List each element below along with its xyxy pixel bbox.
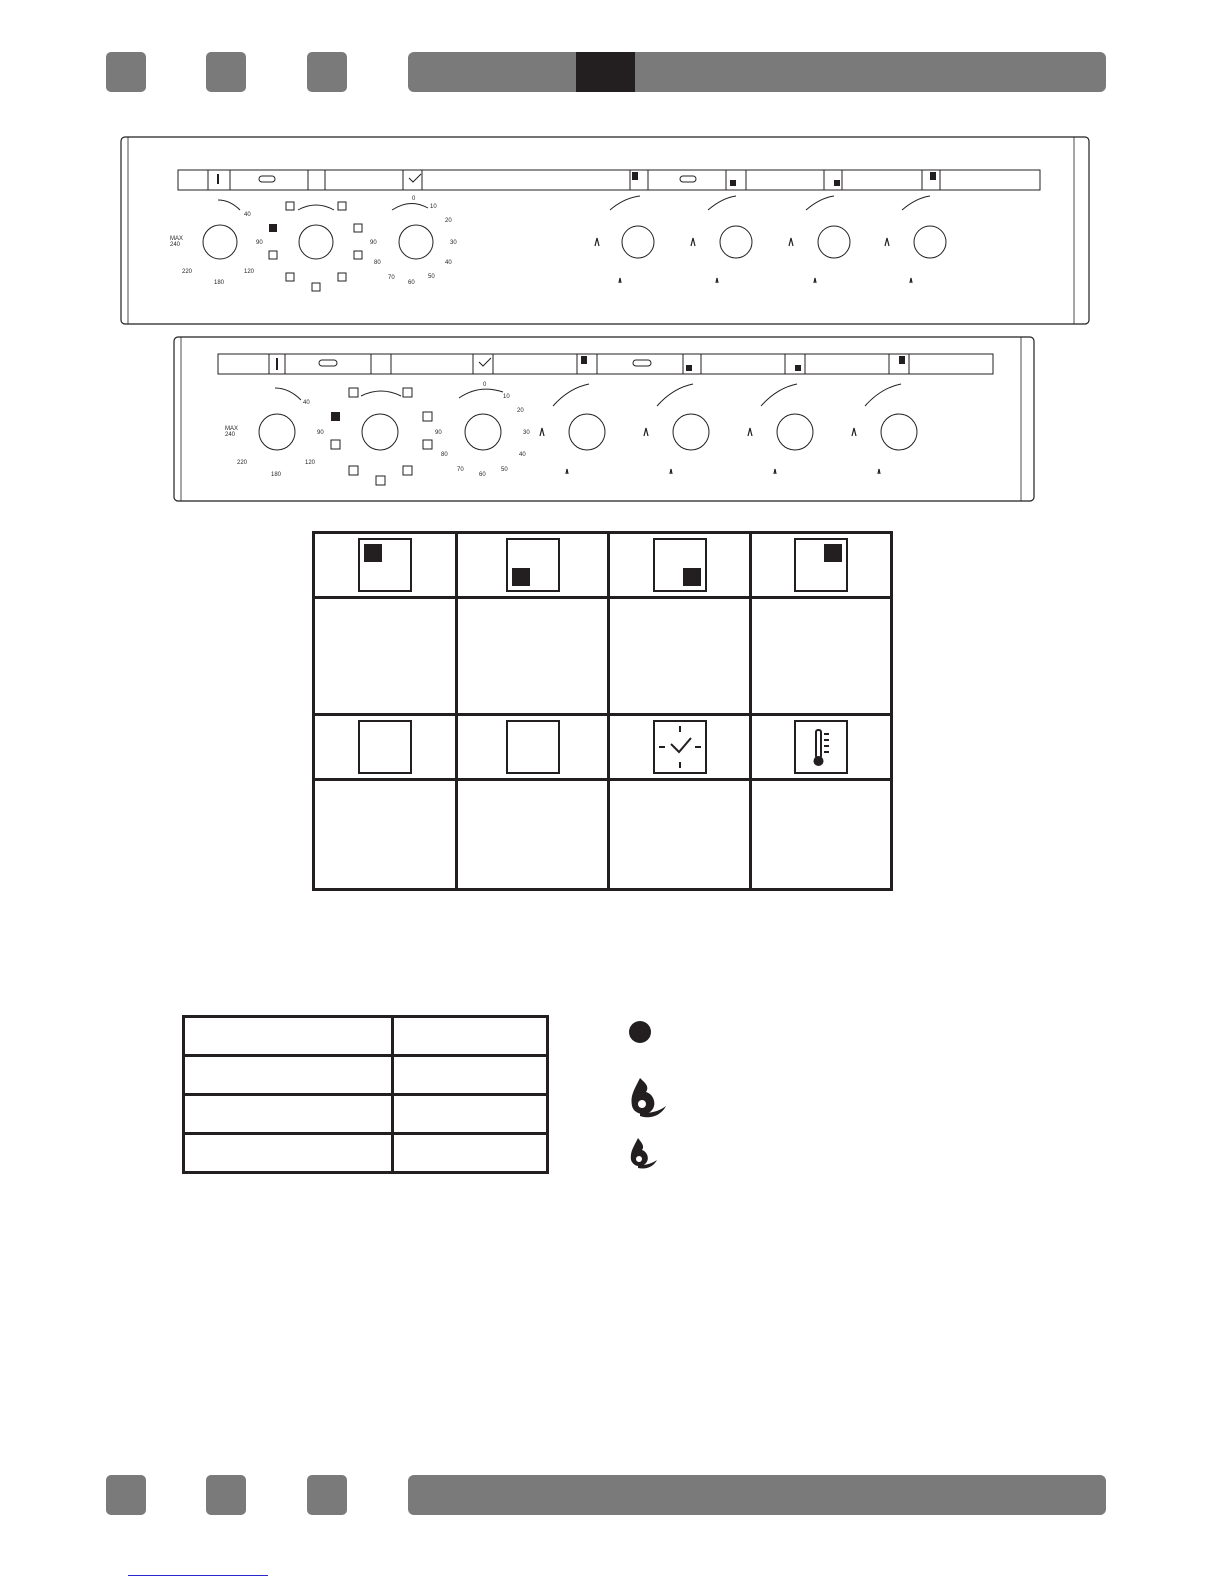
- footer-square-1: [106, 1475, 146, 1515]
- panel-a-thermo-40: 40: [244, 212, 251, 218]
- panel-b-thermo-220: 220: [237, 460, 248, 466]
- thermometer-icon: [794, 720, 848, 774]
- symbol-desc-5: [314, 780, 457, 890]
- symbol-cell-6: [457, 715, 609, 780]
- header-page-marker: [576, 52, 635, 92]
- panel-a-thermo-180: 180: [214, 280, 225, 286]
- footer-square-3: [307, 1475, 347, 1515]
- panel-b-timer-50: 50: [501, 467, 508, 473]
- footer-link-underline[interactable]: [128, 1575, 268, 1576]
- burner-front-left-icon: [506, 538, 560, 592]
- panel-a-timer-70: 70: [388, 275, 395, 281]
- burner-table-cell: [184, 1134, 393, 1173]
- panel-b-timer-30: 30: [523, 430, 530, 436]
- burner-table-cell: [184, 1017, 393, 1056]
- panel-b-thermo-90: 90: [317, 430, 324, 436]
- burner-table-cell: [393, 1017, 548, 1056]
- symbol-cell-3: [609, 533, 751, 598]
- symbol-cell-7: [609, 715, 751, 780]
- symbol-desc-3: [609, 598, 751, 715]
- panel-a-thermo-220: 220: [182, 269, 193, 275]
- control-panel-a: [120, 136, 1092, 326]
- panel-b-timer-90: 90: [435, 430, 442, 436]
- panel-a-timer-0: 0: [412, 196, 416, 202]
- panel-a-timer-80: 80: [374, 260, 381, 266]
- header-bar: [408, 52, 1106, 92]
- burner-rear-right-icon: [794, 538, 848, 592]
- footer-bar: [408, 1475, 1106, 1515]
- panel-b-thermo-40: 40: [303, 400, 310, 406]
- panel-a-timer-60: 60: [408, 280, 415, 286]
- blank-icon: [358, 720, 412, 774]
- header-square-2: [206, 52, 246, 92]
- symbol-cell-8: [751, 715, 892, 780]
- header-square-3: [307, 52, 347, 92]
- burner-table-cell: [393, 1056, 548, 1095]
- panel-a-timer-90: 90: [370, 240, 377, 246]
- min-flame-icon: [628, 1136, 662, 1177]
- timer-clock-icon: [653, 720, 707, 774]
- control-panel-b: [173, 336, 1037, 504]
- panel-b-thermo-max: MAX: [225, 426, 239, 432]
- panel-a-timer-30: 30: [450, 240, 457, 246]
- symbol-cell-2: [457, 533, 609, 598]
- burner-table-cell: [393, 1134, 548, 1173]
- panel-b-timer-80: 80: [441, 452, 448, 458]
- panel-a-timer-10: 10: [430, 204, 437, 210]
- panel-b-timer-0: 0: [483, 382, 487, 388]
- symbol-desc-7: [609, 780, 751, 890]
- panel-b-timer-60: 60: [479, 472, 486, 478]
- off-dot-icon: [628, 1020, 652, 1049]
- burner-rear-left-icon: [358, 538, 412, 592]
- symbol-desc-1: [314, 598, 457, 715]
- symbols-table: [312, 531, 893, 891]
- burner-table-cell: [393, 1095, 548, 1134]
- panel-b-timer-10: 10: [503, 394, 510, 400]
- panel-a-thermo-240: 240: [170, 242, 181, 248]
- panel-a-thermo-120: 120: [244, 269, 255, 275]
- panel-b-thermo-180: 180: [271, 472, 282, 478]
- control-panel-a-drawing: [120, 136, 1092, 326]
- symbol-desc-2: [457, 598, 609, 715]
- panel-a-timer-40: 40: [445, 260, 452, 266]
- symbol-cell-5: [314, 715, 457, 780]
- burner-front-right-icon: [653, 538, 707, 592]
- control-panel-b-drawing: [173, 336, 1037, 504]
- panel-b-timer-20: 20: [517, 408, 524, 414]
- header-square-1: [106, 52, 146, 92]
- panel-b-thermo-240: 240: [225, 432, 236, 438]
- panel-b-thermo-120: 120: [305, 460, 316, 466]
- symbol-cell-1: [314, 533, 457, 598]
- symbol-cell-4: [751, 533, 892, 598]
- blank-icon: [506, 720, 560, 774]
- footer-square-2: [206, 1475, 246, 1515]
- panel-b-timer-40: 40: [519, 452, 526, 458]
- burner-table-cell: [184, 1056, 393, 1095]
- symbol-desc-8: [751, 780, 892, 890]
- panel-b-timer-70: 70: [457, 467, 464, 473]
- max-flame-icon: [628, 1074, 672, 1127]
- panel-a-timer-20: 20: [445, 218, 452, 224]
- panel-a-thermo-max: MAX: [170, 236, 184, 242]
- burner-table-cell: [184, 1095, 393, 1134]
- panel-a-thermo-90: 90: [256, 240, 263, 246]
- burner-table: [182, 1015, 549, 1174]
- symbol-desc-4: [751, 598, 892, 715]
- panel-a-timer-50: 50: [428, 274, 435, 280]
- symbol-desc-6: [457, 780, 609, 890]
